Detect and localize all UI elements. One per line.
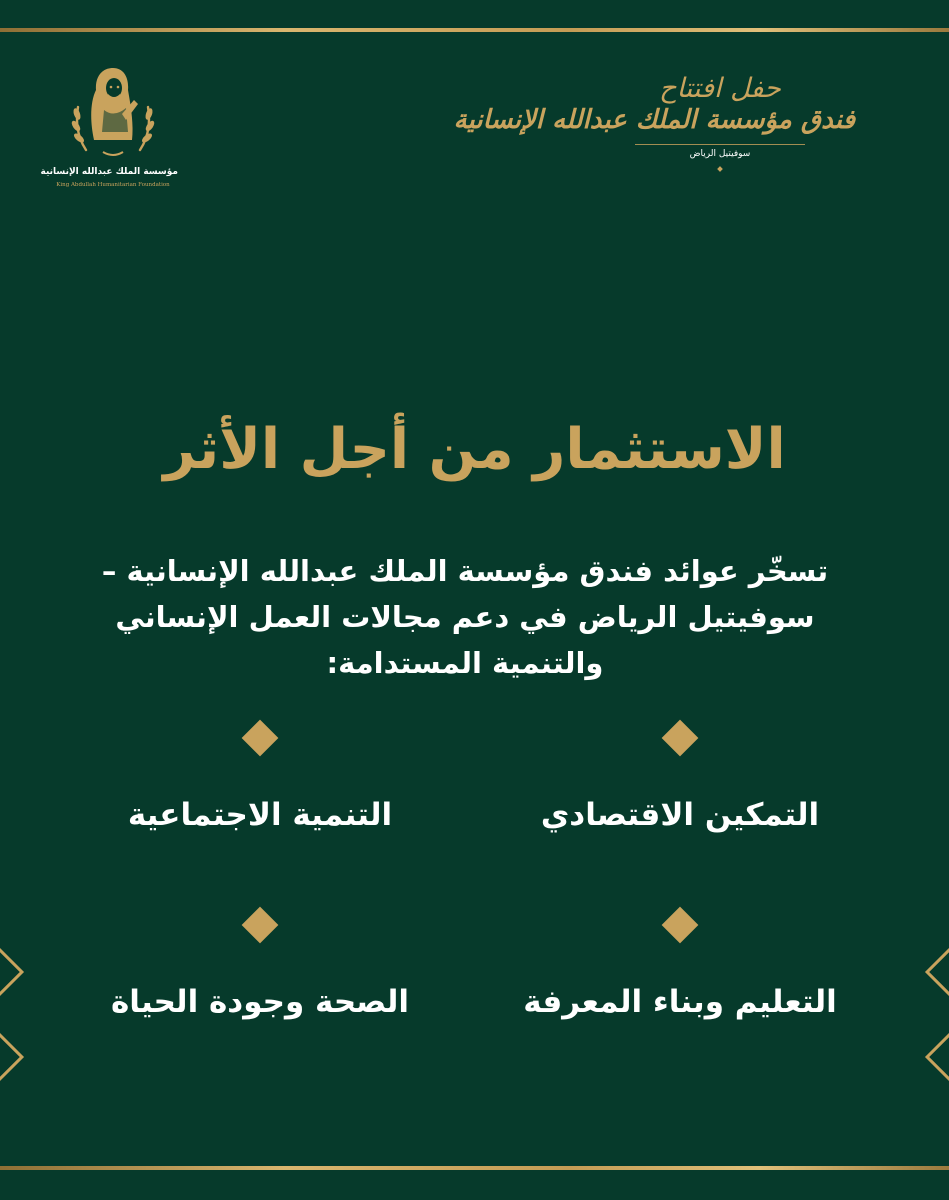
pillar-social-development <box>90 725 430 833</box>
king-portrait-emblem-icon <box>68 62 158 162</box>
diamond-icon <box>662 720 699 757</box>
right-chevron-ornament-icon <box>925 948 949 996</box>
page-headline: الاستثمار من أجل الأثر <box>163 417 786 482</box>
foundation-name-arabic: مؤسسة الملك عبدالله الإنسانية <box>40 167 178 177</box>
opening-hotel-name: فندق مؤسسة الملك عبدالله الإنسانية <box>453 105 855 135</box>
diamond-icon <box>242 907 279 944</box>
pillar-education-knowledge <box>510 912 850 1020</box>
opening-ceremony-logo <box>453 70 855 210</box>
pillar-label: التمكين الاقتصادي <box>540 797 820 833</box>
left-chevron-ornament-icon <box>0 948 24 996</box>
diamond-icon <box>242 720 279 757</box>
opening-divider <box>635 144 805 145</box>
left-chevron-ornament-icon <box>0 1033 24 1081</box>
opening-subtitle: سوفيتيل الرياض <box>689 149 751 159</box>
diamond-icon <box>662 907 699 944</box>
right-chevron-ornament-icon <box>925 1033 949 1081</box>
top-gold-border <box>0 28 949 32</box>
foundation-name-english: King Abdullah Humanitarian Foundation <box>56 182 170 188</box>
intro-paragraph: تسخّر عوائد فندق مؤسسة الملك عبدالله الإنسانية – سوفيتيل الرياض في دعم مجالات العمل الإنساني والتنمية المستدامة: <box>101 554 829 680</box>
pillar-label: التنمية الاجتماعية <box>127 797 393 833</box>
foundation-logo <box>40 62 178 197</box>
pillar-label: التعليم وبناء المعرفة <box>523 984 837 1020</box>
bottom-gold-border <box>0 1166 949 1170</box>
pillar-economic-empowerment <box>510 725 850 833</box>
opening-title: حفل افتتاح <box>659 73 781 104</box>
diamond-ornament-icon <box>717 166 723 172</box>
pillar-label: الصحة وجودة الحياة <box>111 984 409 1020</box>
pillar-health-quality-of-life <box>90 912 430 1020</box>
